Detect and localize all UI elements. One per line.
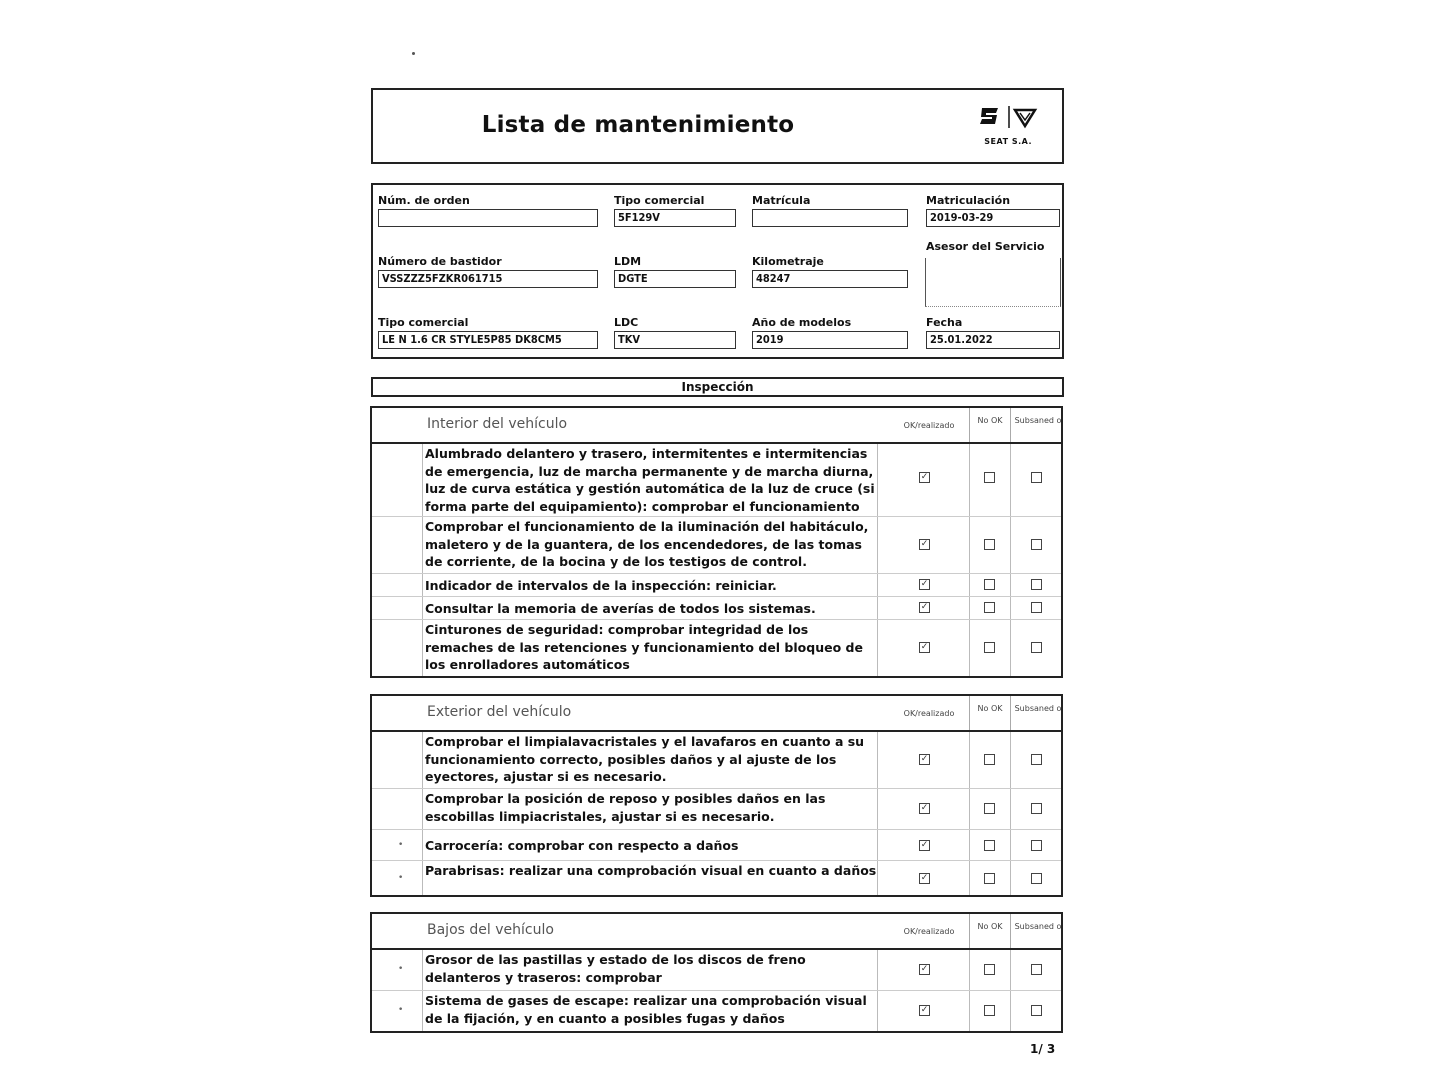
col-header-subsanado: Subsaned o [1014,922,1062,931]
row-divider [969,597,970,619]
checkbox-ok[interactable]: ✓ [920,642,929,652]
col-header-ok: OK/realizado [903,927,955,936]
row-divider [1010,517,1011,573]
commercial-type-detail-value[interactable]: LE N 1.6 CR STYLE5P85 DK8CM5 [378,331,598,349]
checkbox-no-ok[interactable] [984,873,995,884]
checkbox-subsanado[interactable] [1031,472,1042,483]
row-divider [422,517,423,573]
row-divider [969,830,970,860]
row-divider [422,444,423,516]
section-exterior-del-vehiculo [370,694,1063,897]
col-header-ok: OK/realizado [903,421,955,430]
row-divider [969,574,970,596]
checkbox-ok[interactable]: ✓ [920,803,929,813]
checklist-item-text: Sistema de gases de escape: realizar una comprobación visual de la fijación, y en cuanto a posibles fugas y daños [425,993,867,1026]
section-title: Bajos del vehículo [427,922,554,938]
document-title: Lista de mantenimiento [481,112,795,138]
checkbox-subsanado[interactable] [1031,539,1042,550]
checkbox-no-ok[interactable] [984,539,995,550]
checkbox-subsanado[interactable] [1031,642,1042,653]
checkbox-no-ok[interactable] [984,754,995,765]
chassis-number-value[interactable]: VSSZZZ5FZKR061715 [378,270,598,288]
header-divider [969,696,970,730]
mileage-value[interactable]: 48247 [752,270,908,288]
checklist-item-text: Comprobar la posición de reposo y posibles daños en las escobillas limpiacristales, ajustar si es necesario. [425,791,826,824]
row-divider [877,789,878,829]
checklist-item-text: Grosor de las pastillas y estado de los discos de freno delanteros y traseros: comprobar [425,952,806,985]
bullet-icon: • [398,1005,404,1015]
checkbox-no-ok[interactable] [984,803,995,814]
checkbox-ok[interactable]: ✓ [920,602,929,612]
model-year-field: Año de modelos 2019 [752,316,908,349]
checkbox-ok[interactable]: ✓ [920,840,929,850]
checklist-item-text: Comprobar el limpialavacristales y el lavafaros en cuanto a su funcionamiento correcto, posibles daños y al ajuste de los eyectores, ajustar si es necesario. [425,734,865,784]
service-advisor-value[interactable] [925,258,1061,307]
inspection-heading: Inspección [371,377,1064,397]
ldm-value[interactable]: DGTE [614,270,736,288]
checklist-row [372,574,1061,597]
row-divider [1010,620,1011,676]
date-field: Fecha 25.01.2022 [926,316,1060,349]
page-number: 1/ 3 [1030,1042,1056,1056]
vehicle-info-box [371,183,1064,359]
checklist-item-text: Indicador de intervalos de la inspección: reiniciar. [425,577,777,593]
date-value[interactable]: 25.01.2022 [926,331,1060,349]
row-divider [877,991,878,1031]
row-divider [1010,732,1011,788]
row-divider [1010,597,1011,619]
row-divider [422,950,423,990]
section-header [372,408,1061,444]
checklist-item-text: Parabrisas: realizar una comprobación visual en cuanto a daños [425,863,877,878]
row-divider [877,574,878,596]
row-divider [422,732,423,788]
order-number-field: Núm. de orden [378,194,598,227]
checkbox-no-ok[interactable] [984,1005,995,1016]
section-header [372,696,1061,732]
checklist-item-text: Carrocería: comprobar con respecto a daños [425,837,739,853]
row-divider [1010,950,1011,990]
checkbox-ok[interactable]: ✓ [920,472,929,482]
header-divider [1010,914,1011,948]
header-divider [969,408,970,442]
section-header [372,914,1061,950]
scan-speck [412,52,415,55]
logo-caption: SEAT S.A. [984,137,1032,146]
row-divider [877,732,878,788]
row-divider [969,444,970,516]
chassis-number-field: Número de bastidor VSSZZZ5FZKR061715 [378,255,598,288]
section-title: Interior del vehículo [427,416,568,432]
checklist-row [372,597,1061,620]
row-divider [1010,574,1011,596]
plate-field: Matrícula [752,194,908,227]
row-divider [422,620,423,676]
registration-date-value[interactable]: 2019-03-29 [926,209,1060,227]
col-header-ok: OK/realizado [903,709,955,718]
section-bajos-del-vehiculo [370,912,1063,1033]
checkbox-subsanado[interactable] [1031,579,1042,590]
header-divider [1010,408,1011,442]
ldc-field: LDC TKV [614,316,736,349]
row-divider [877,861,878,895]
checkbox-subsanado[interactable] [1031,840,1042,851]
checkbox-ok[interactable]: ✓ [920,754,929,764]
bullet-icon: • [398,873,404,883]
checkbox-subsanado[interactable] [1031,873,1042,884]
commercial-type-detail-field: Tipo comercial LE N 1.6 CR STYLE5P85 DK8CM5 [378,316,598,349]
row-divider [969,620,970,676]
row-divider [969,789,970,829]
checkbox-subsanado[interactable] [1031,964,1042,975]
row-divider [1010,444,1011,516]
checkbox-no-ok[interactable] [984,840,995,851]
plate-value[interactable] [752,209,908,227]
checklist-item-text: Alumbrado delantero y trasero, intermitentes e intermitencias de emergencia, luz de marcha permanente y de marcha diurna, luz de curva estática y gestión automática de la luz de cruce (si forma parte del equipamiento): comprobar el funcionamiento [425,446,875,514]
col-header-subsanado: Subsaned o [1014,704,1062,713]
header-divider [1010,696,1011,730]
checklist-item-text: Comprobar el funcionamiento de la iluminación del habitáculo, maletero y de la guantera, de los encendedores, de las tomas de corriente, de la bocina y de los testigos de control. [425,519,869,569]
mileage-field: Kilometraje 48247 [752,255,908,288]
row-divider [422,789,423,829]
row-divider [877,444,878,516]
checklist-row [372,444,1061,517]
checklist-row [372,830,1061,861]
title-box [371,88,1064,164]
row-divider [422,597,423,619]
row-divider [877,620,878,676]
col-header-no-ok: No OK [977,922,1003,931]
checkbox-no-ok[interactable] [984,964,995,975]
row-divider [422,574,423,596]
checkbox-no-ok[interactable] [984,602,995,613]
header-divider [969,914,970,948]
service-advisor-field: Asesor del Servicio [926,240,1045,253]
ldc-value[interactable]: TKV [614,331,736,349]
checklist-row [372,732,1061,789]
checkbox-no-ok[interactable] [984,472,995,483]
row-divider [1010,830,1011,860]
checklist-row [372,620,1061,676]
checkbox-no-ok[interactable] [984,579,995,590]
row-divider [422,861,423,895]
row-divider [877,597,878,619]
row-divider [422,991,423,1031]
checklist-item-text: Cinturones de seguridad: comprobar integridad de los remaches de las retenciones y funcionamiento del bloqueo de los enrolladores automáticos [425,622,863,672]
checklist-row [372,950,1061,991]
col-header-no-ok: No OK [977,704,1003,713]
row-divider [1010,789,1011,829]
registration-date-field: Matriculación 2019-03-29 [926,194,1060,227]
row-divider [969,991,970,1031]
checklist-row [372,789,1061,830]
section-title: Exterior del vehículo [427,704,572,720]
commercial-type-field: Tipo comercial 5F129V [614,194,736,227]
commercial-type-value[interactable]: 5F129V [614,209,736,227]
checkbox-subsanado[interactable] [1031,1005,1042,1016]
checklist-row [372,991,1061,1031]
checklist-item-text: Consultar la memoria de averías de todos los sistemas. [425,600,816,616]
bullet-icon: • [398,840,404,850]
row-divider [969,950,970,990]
checkbox-ok[interactable]: ✓ [920,539,929,549]
checkbox-ok[interactable]: ✓ [920,873,929,883]
checkbox-subsanado[interactable] [1031,602,1042,613]
order-number-value[interactable] [378,209,598,227]
checklist-row [372,861,1061,895]
checkbox-subsanado[interactable] [1031,754,1042,765]
checkbox-ok[interactable]: ✓ [920,1005,929,1015]
section-interior-del-vehiculo [370,406,1063,678]
row-divider [422,830,423,860]
checkbox-subsanado[interactable] [1031,803,1042,814]
col-header-no-ok: No OK [977,416,1003,425]
row-divider [969,861,970,895]
row-divider [877,830,878,860]
row-divider [969,517,970,573]
ldm-field: LDM DGTE [614,255,736,288]
checklist-row [372,517,1061,574]
checkbox-no-ok[interactable] [984,642,995,653]
checkbox-ok[interactable]: ✓ [920,964,929,974]
row-divider [1010,861,1011,895]
col-header-subsanado: Subsaned o [1014,416,1062,425]
row-divider [877,517,878,573]
checkbox-ok[interactable]: ✓ [920,579,929,589]
bullet-icon: • [398,964,404,974]
row-divider [877,950,878,990]
model-year-value[interactable]: 2019 [752,331,908,349]
row-divider [1010,991,1011,1031]
row-divider [969,732,970,788]
